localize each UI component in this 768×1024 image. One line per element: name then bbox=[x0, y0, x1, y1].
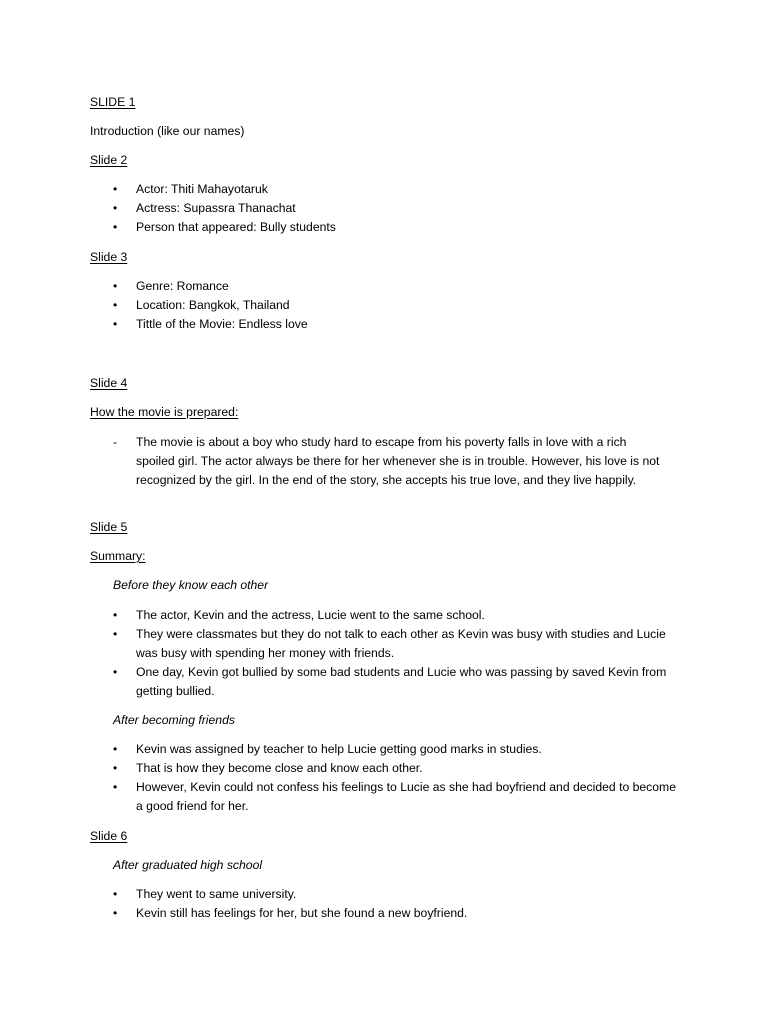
list-item-text: Genre: Romance bbox=[136, 279, 229, 293]
list-item bbox=[0, 606, 676, 625]
list-item bbox=[0, 740, 676, 759]
slide-2-bullet-list bbox=[0, 180, 768, 237]
list-item-text: Person that appeared: Bully students bbox=[136, 220, 336, 234]
slide-4-heading: Slide 4 bbox=[90, 376, 128, 390]
bullet-icon: • bbox=[113, 201, 118, 215]
list-item bbox=[0, 625, 676, 663]
bullet-icon: • bbox=[113, 608, 118, 622]
slide-5-heading: Slide 5 bbox=[90, 520, 128, 534]
slide-6-heading: Slide 6 bbox=[90, 829, 128, 843]
slide-5-section-1-list bbox=[0, 606, 768, 701]
slide-5-section-2-list bbox=[0, 740, 768, 816]
slide-1-text: Introduction (like our names) bbox=[90, 124, 245, 138]
list-item-text: They were classmates but they do not talk to each other as Kevin was busy with studies and Lucie was busy with spending her money with friends. bbox=[136, 627, 666, 660]
list-item-text: Tittle of the Movie: Endless love bbox=[136, 317, 308, 331]
slide-6-section-title: After graduated high school bbox=[113, 858, 263, 872]
slide-2-heading: Slide 2 bbox=[90, 153, 128, 167]
list-item bbox=[0, 277, 676, 296]
list-item-text: Kevin still has feelings for her, but she found a new boyfriend. bbox=[136, 906, 468, 920]
slide-3-bullet-list bbox=[0, 277, 768, 334]
list-item-text: Actor: Thiti Mahayotaruk bbox=[136, 182, 268, 196]
list-item-text: Kevin was assigned by teacher to help Lucie getting good marks in studies. bbox=[136, 742, 542, 756]
slide-5-section-2-title: After becoming friends bbox=[113, 713, 235, 727]
list-item bbox=[0, 218, 676, 237]
list-item-text: However, Kevin could not confess his feelings to Lucie as she had boyfriend and decided to become a good friend for her. bbox=[136, 780, 676, 813]
list-item bbox=[0, 296, 676, 315]
list-item bbox=[0, 663, 676, 701]
list-item bbox=[0, 315, 676, 334]
list-item-text: They went to same university. bbox=[136, 887, 297, 901]
dash-marker: - bbox=[113, 435, 118, 449]
list-item bbox=[0, 904, 676, 923]
slide-4-subheading: How the movie is prepared: bbox=[90, 405, 239, 419]
list-item bbox=[0, 180, 676, 199]
list-item bbox=[0, 759, 676, 778]
bullet-icon: • bbox=[113, 761, 118, 775]
list-item-text: That is how they become close and know each other. bbox=[136, 761, 423, 775]
bullet-icon: • bbox=[113, 742, 118, 756]
list-item bbox=[0, 778, 676, 816]
bullet-icon: • bbox=[113, 298, 118, 312]
bullet-icon: • bbox=[113, 906, 118, 920]
list-item-text: Actress: Supassra Thanachat bbox=[136, 201, 296, 215]
slide-5-section-1-title: Before they know each other bbox=[113, 578, 269, 592]
list-item-text: The actor, Kevin and the actress, Lucie went to the same school. bbox=[136, 608, 485, 622]
slide-1-heading: SLIDE 1 bbox=[90, 95, 136, 109]
bullet-icon: • bbox=[113, 627, 118, 641]
slide-6-bullet-list bbox=[0, 885, 768, 923]
bullet-icon: • bbox=[113, 182, 118, 196]
bullet-icon: • bbox=[113, 220, 118, 234]
slide-4-description: The movie is about a boy who study hard to escape from his poverty falls in love with a rich spoiled girl. The actor always be there for her whenever she is in trouble. However, his love is not recognized by the girl. In the end of the story, she accepts his true love, and they live happily. bbox=[136, 435, 660, 487]
bullet-icon: • bbox=[113, 279, 118, 293]
list-item-text: One day, Kevin got bullied by some bad students and Lucie who was passing by saved Kevin from getting bullied. bbox=[136, 665, 667, 698]
bullet-icon: • bbox=[113, 665, 118, 679]
bullet-icon: • bbox=[113, 780, 118, 794]
slide-5-subheading: Summary: bbox=[90, 549, 146, 563]
bullet-icon: • bbox=[113, 887, 118, 901]
slide-3-heading: Slide 3 bbox=[90, 250, 128, 264]
bullet-icon: • bbox=[113, 317, 118, 331]
list-item bbox=[0, 885, 676, 904]
list-item-text: Location: Bangkok, Thailand bbox=[136, 298, 290, 312]
list-item bbox=[0, 199, 676, 218]
